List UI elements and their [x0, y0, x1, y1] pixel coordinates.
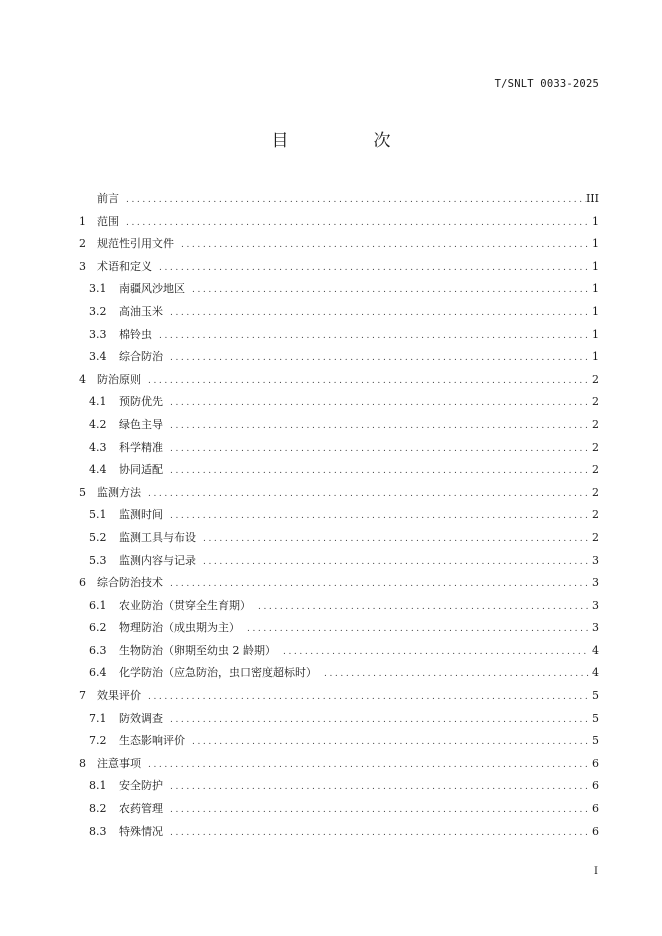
toc-entry-number: 6	[79, 576, 86, 590]
toc-entry-page: 5	[592, 689, 599, 703]
toc-entry-text: 范围	[97, 214, 119, 228]
toc-entry-page: III	[585, 192, 599, 205]
toc-entry[interactable]	[79, 258, 599, 281]
toc-entry-number: 2	[79, 237, 86, 251]
toc-leader-dots	[145, 692, 589, 702]
toc-entry[interactable]	[79, 416, 599, 439]
toc-entry[interactable]	[79, 371, 599, 394]
toc-entry-number: 8.1	[89, 779, 107, 793]
toc-leader-dots	[123, 218, 589, 228]
toc-entry-text: 防治原则	[97, 372, 141, 386]
toc-entry-page: 3	[592, 553, 599, 567]
toc-entry-page: 5	[592, 711, 599, 725]
toc-entry[interactable]	[79, 235, 599, 258]
toc-entry-page: 3	[592, 576, 599, 590]
toc-entry[interactable]	[79, 280, 599, 303]
toc-entry-page: 1	[592, 282, 599, 296]
toc-entry[interactable]	[79, 439, 599, 462]
toc-entry[interactable]	[79, 597, 599, 620]
toc-entry[interactable]	[79, 823, 599, 846]
toc-entry-page: 1	[592, 214, 599, 228]
toc-entry[interactable]	[79, 213, 599, 236]
toc-entry[interactable]	[79, 393, 599, 416]
toc-entry[interactable]	[79, 800, 599, 823]
toc-entry-page: 2	[592, 463, 599, 477]
toc-entry-number: 6.2	[89, 621, 107, 635]
toc-title: 目 次	[271, 131, 425, 151]
toc-leader-dots	[280, 647, 589, 657]
toc-entry-page: 1	[592, 237, 599, 251]
toc-entry-number: 4.1	[89, 395, 107, 409]
toc-leader-dots	[167, 828, 589, 838]
toc-entry[interactable]	[79, 506, 599, 529]
toc-entry-text: 科学精准	[119, 440, 163, 454]
toc-entry[interactable]	[79, 484, 599, 507]
toc-entry[interactable]	[79, 710, 599, 733]
toc-entry-number: 5.1	[89, 508, 107, 522]
toc-entry-page: 5	[592, 734, 599, 748]
toc-entry-number: 5.3	[89, 553, 107, 567]
toc-leader-dots	[167, 715, 589, 725]
toc-leader-dots	[200, 534, 589, 544]
toc-entry-text: 化学防治（应急防治，虫口密度超标时）	[119, 666, 317, 680]
toc-entry-text: 特殊情况	[119, 824, 163, 838]
toc-entry-number: 4	[79, 372, 86, 386]
toc-entry[interactable]	[79, 461, 599, 484]
toc-entry-number: 3.4	[89, 350, 107, 364]
toc-entry-number: 7.2	[89, 734, 107, 748]
toc-entry[interactable]	[79, 642, 599, 665]
toc-entry-text: 效果评价	[97, 689, 141, 703]
toc-entry-number: 8.3	[89, 824, 107, 838]
toc-leader-dots	[167, 805, 589, 815]
toc-leader-dots	[189, 737, 589, 747]
toc-entry-number: 3.2	[89, 304, 107, 318]
toc-entry-text: 监测方法	[97, 485, 141, 499]
toc-entry-number: 7	[79, 689, 86, 703]
toc-entry-text: 生物防治（卵期至幼虫 2 龄期）	[119, 643, 276, 657]
toc-leader-dots	[244, 624, 589, 634]
toc-entry-number: 6.4	[89, 666, 107, 680]
toc-leader-dots	[167, 511, 589, 521]
toc-entry[interactable]	[79, 326, 599, 349]
toc-entry-number: 4.4	[89, 463, 107, 477]
toc-entry-text: 术语和定义	[97, 259, 152, 273]
toc-leader-dots	[167, 421, 589, 431]
toc-entry-number: 8.2	[89, 802, 107, 816]
toc-entry-text: 综合防治技术	[97, 576, 163, 590]
toc-entry-text: 预防优先	[119, 395, 163, 409]
toc-entry-page: 4	[592, 666, 599, 680]
toc-entry-text: 综合防治	[119, 350, 163, 364]
toc-entry-text: 监测工具与布设	[119, 530, 196, 544]
toc-entry[interactable]	[79, 348, 599, 371]
toc-entry[interactable]	[79, 190, 599, 213]
toc-leader-dots	[321, 669, 589, 679]
toc-entry-page: 1	[592, 350, 599, 364]
toc-entry[interactable]	[79, 574, 599, 597]
toc-entry[interactable]	[79, 687, 599, 710]
toc-entry-text: 棉铃虫	[119, 327, 152, 341]
toc-entry-text: 物理防治（成虫期为主）	[119, 621, 240, 635]
toc-entry[interactable]	[79, 732, 599, 755]
toc-entry-text: 监测时间	[119, 508, 163, 522]
toc-entry-text: 规范性引用文件	[97, 237, 174, 251]
toc-leader-dots	[255, 602, 589, 612]
toc-entry-text: 生态影响评价	[119, 734, 185, 748]
toc-leader-dots	[156, 263, 589, 273]
toc-entry-page: 6	[592, 824, 599, 838]
toc-leader-dots	[178, 240, 589, 250]
toc-entry-number: 6.3	[89, 643, 107, 657]
toc-entry-number: 3.1	[89, 282, 107, 296]
toc-entry-page: 1	[592, 327, 599, 341]
toc-entry[interactable]	[79, 619, 599, 642]
toc-entry[interactable]	[79, 303, 599, 326]
toc-entry-page: 2	[592, 395, 599, 409]
toc-entry-page: 2	[592, 485, 599, 499]
toc-entry[interactable]	[79, 529, 599, 552]
toc-entry-text: 农药管理	[119, 802, 163, 816]
toc-entry-number: 7.1	[89, 711, 107, 725]
toc-entry-number: 4.3	[89, 440, 107, 454]
toc-entry-text: 农业防治（贯穿全生育期）	[119, 598, 251, 612]
toc-leader-dots	[167, 308, 589, 318]
toc-entry-page: 6	[592, 779, 599, 793]
toc-entry-page: 2	[592, 440, 599, 454]
toc-entry-number: 8	[79, 756, 86, 770]
toc-leader-dots	[200, 557, 589, 567]
toc-entry-number: 3	[79, 259, 86, 273]
toc-leader-dots	[167, 398, 589, 408]
toc-entry-number: 6.1	[89, 598, 107, 612]
toc-list	[79, 190, 599, 845]
toc-entry-number: 5.2	[89, 530, 107, 544]
toc-leader-dots	[156, 331, 589, 341]
toc-leader-dots	[145, 376, 589, 386]
toc-entry-number: 1	[79, 214, 86, 228]
toc-entry-page: 2	[592, 417, 599, 431]
document-code: T/SNLT 0033-2025	[494, 78, 599, 90]
page-number: I	[594, 866, 598, 877]
toc-leader-dots	[167, 579, 589, 589]
toc-entry-page: 2	[592, 508, 599, 522]
toc-entry-page: 1	[592, 304, 599, 318]
toc-entry-text: 安全防护	[119, 779, 163, 793]
toc-entry-page: 3	[592, 598, 599, 612]
toc-entry-page: 6	[592, 756, 599, 770]
toc-entry-text: 注意事项	[97, 756, 141, 770]
toc-entry-page: 3	[592, 621, 599, 635]
toc-entry[interactable]	[79, 552, 599, 575]
toc-leader-dots	[123, 195, 586, 205]
toc-entry-page: 2	[592, 530, 599, 544]
toc-entry[interactable]	[79, 777, 599, 800]
toc-entry-page: 4	[592, 643, 599, 657]
toc-entry-text: 绿色主导	[119, 417, 163, 431]
toc-entry-text: 高油玉米	[119, 304, 163, 318]
toc-entry-text: 监测内容与记录	[119, 553, 196, 567]
toc-entry-page: 6	[592, 802, 599, 816]
toc-entry-page: 1	[592, 259, 599, 273]
toc-entry-text: 南疆风沙地区	[119, 282, 185, 296]
toc-entry-text: 前言	[97, 192, 119, 205]
toc-entry[interactable]	[79, 755, 599, 778]
toc-entry-page: 2	[592, 372, 599, 386]
toc-leader-dots	[145, 489, 589, 499]
toc-leader-dots	[145, 760, 589, 770]
toc-entry-number: 3.3	[89, 327, 107, 341]
toc-entry-number: 4.2	[89, 417, 107, 431]
toc-leader-dots	[167, 444, 589, 454]
toc-leader-dots	[189, 285, 589, 295]
toc-entry-text: 协同适配	[119, 463, 163, 477]
toc-entry-text: 防效调查	[119, 711, 163, 725]
toc-entry-number: 5	[79, 485, 86, 499]
toc-leader-dots	[167, 782, 589, 792]
toc-leader-dots	[167, 466, 589, 476]
toc-leader-dots	[167, 353, 589, 363]
toc-entry[interactable]	[79, 664, 599, 687]
